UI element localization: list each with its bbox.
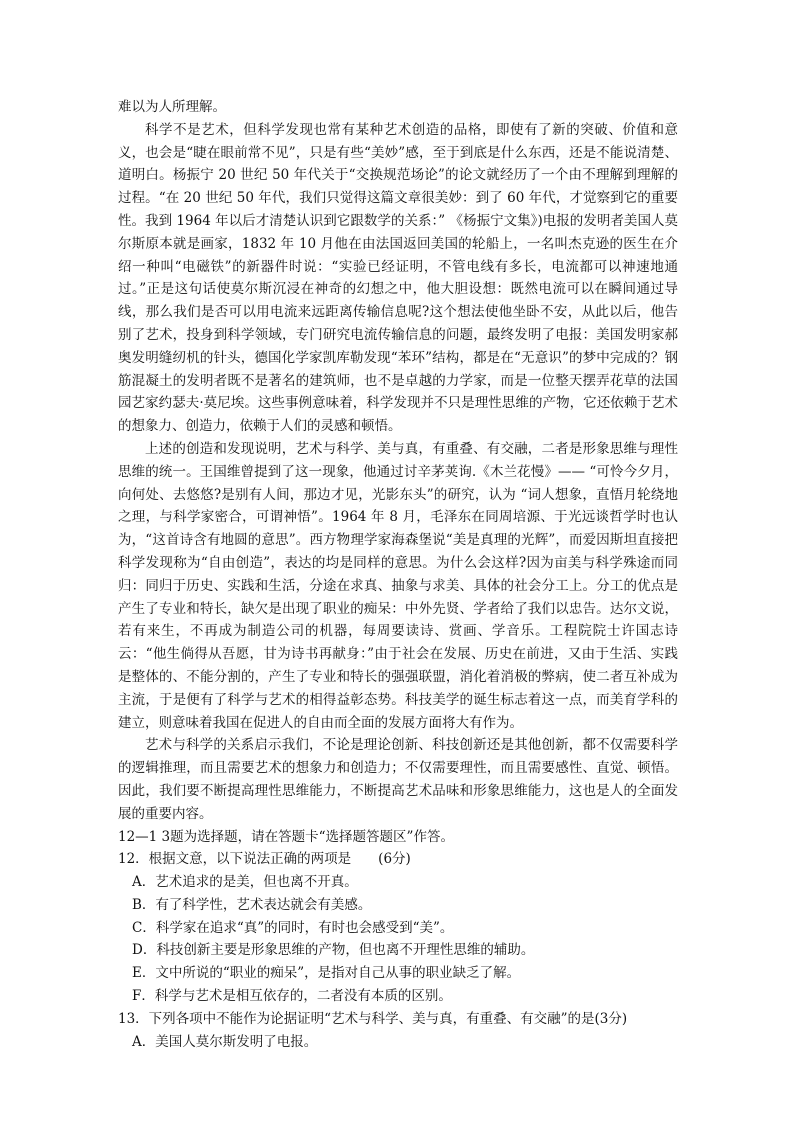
question-12-option-f: F．科学与艺术是相互依存的，二者没有本质的区别。 xyxy=(132,988,452,1005)
question-12 xyxy=(118,848,678,1008)
passage-paragraph-0: 难以为人所理解。 xyxy=(118,99,226,115)
question-13 xyxy=(118,1008,678,1054)
question-12-option-a: A．艺术追求的是美，但也离不开真。 xyxy=(132,874,358,891)
question-12-option-c: C．科学家在追求“真”的同时，有时也会感受到“美”。 xyxy=(132,919,454,936)
question-12-option-d: D．科技创新主要是形象思维的产物，但也离不开理性思维的辅助。 xyxy=(132,942,535,959)
exam-page xyxy=(118,96,678,1053)
question-13-option-a: A．美国人莫尔斯发明了电报。 xyxy=(132,1033,318,1050)
question-12-option-e: E．文中所说的“职业的痴呆”，是指对自己从事的职业缺乏了解。 xyxy=(132,965,521,982)
question-12-stem: 12．根据文意，以下说法正确的两项是 (6分) xyxy=(118,851,411,868)
passage-paragraph-1: 科学不是艺术，但科学发现也常有某种艺术创造的品格，即使有了新的突破、价值和意义，也会是“睫在眼前常不见”，只是有些“美妙”感，至于到底是什么东西，还是不能说清楚、道明白。杨振宁 20 世纪 50 年代关于“交换规范场论”的论文就经历了一个由不理解到理解的过程。“在 20 世纪 50 年代，我们只觉得这篇文章很美妙：到了 60 年代，才觉察到它的重要性。我到 1964 年以后才清楚认识到它跟数学的关系：” 《杨振宁文集》)电报的发明者美国人莫尔斯原本就是画家，1832 年 10 月他在由法国返回美国的轮船上，一名叫杰克逊的医生在介绍一种叫“电磁铁”的新器件时说：“实验已经证明，不管电线有多长，电流都可以神速地通过。”正是这句话使莫尔斯沉浸在神奇的幻想之中，他大胆设想：既然电流可以在瞬间通过导线，那么我们是否可以用电流来远距离传输信息呢?这个想法使他坐卧不安，从此以后，他告别了艺术，投身到科学领域，专门研究电流传输信息的问题，最终发明了电报：美国发明家郝奥发明缝纫机的针头，德国化学家凯库勒发现“苯环”结构，都是在“无意识”的梦中完成的？钢筋混凝土的发明者既不是著名的建筑师，也不是卓越的力学家，而是一位整天摆弄花草的法国园艺家约瑟夫·莫尼埃。这些事例意味着，科学发现并不只是理性思维的产物，它还依赖于艺术的想象力、创造力，依赖于人们的灵感和顿悟。 xyxy=(118,121,678,435)
question-13-stem: 13．下列各项中不能作为论据证明“艺术与科学、美与真，有重叠、有交融”的是(3分) xyxy=(118,1010,628,1027)
question-12-option-b: B．有了科学性，艺术表达就会有美感。 xyxy=(132,896,372,913)
question-instruction: 12—1 3题为选择题，请在答题卡“选择题答题区”作答。 xyxy=(118,828,454,845)
passage-paragraph-3: 艺术与科学的关系启示我们，不论是理论创新、科技创新还是其他创新，都不仅需要科学的逻辑推理，而且需要艺术的想象力和创造力；不仅需要理性，而且需要感性、直觉、顿悟。因此，我们要不断提高理性思维能力，不断提高艺术品味和形象思维能力，这也是人的全面发展的重要内容。 xyxy=(118,737,678,822)
passage-paragraph-2: 上述的创造和发现说明，艺术与科学、美与真，有重叠、有交融，二者是形象思维与理性思维的统一。王国维曾提到了这一现象，他通过讨辛茅荚询.《木兰花慢》—— “可怜今夕月，向何处、去悠悠?是别有人间，那边才见，光影东头”的研究，认为 “词人想象，直悟月轮绕地之理，与科学家密合，可谓神悟”。1964 年 8 月，毛泽东在同周培源、于光远谈哲学时也认为，“这首诗含有地圆的意思”。西方物理学家海森堡说“美是真理的光辉”，而爱因斯坦直接把科学发现称为“自由创造”，表达的均是同样的意思。为什么会这样?因为亩美与科学殊途而同归：同归于历史、实践和生活，分途在求真、抽象与求美、具体的社会分工上。分工的优点是产生了专业和特长，缺欠是出现了职业的痴呆：中外先贤、学者给了我们以忠告。达尔文说，若有来生，不再成为制造公司的机器，每周要读诗、赏画、学音乐。工程院院士许国志诗云：“他生倘得从吾愿，甘为诗书再献身：”由于社会在发展、历史在前进，又由于生活、实践是整体的、不能分割的，产生了专业和特长的强强联盟，消化着消极的弊病，使二者互补成为主流，于是便有了科学与艺术的相得益彰态势。科技美学的诞生标志着这一点，而美育学科的建立，则意味着我国在促进人的自由而全面的发展方面将大有作为。 xyxy=(118,440,678,731)
